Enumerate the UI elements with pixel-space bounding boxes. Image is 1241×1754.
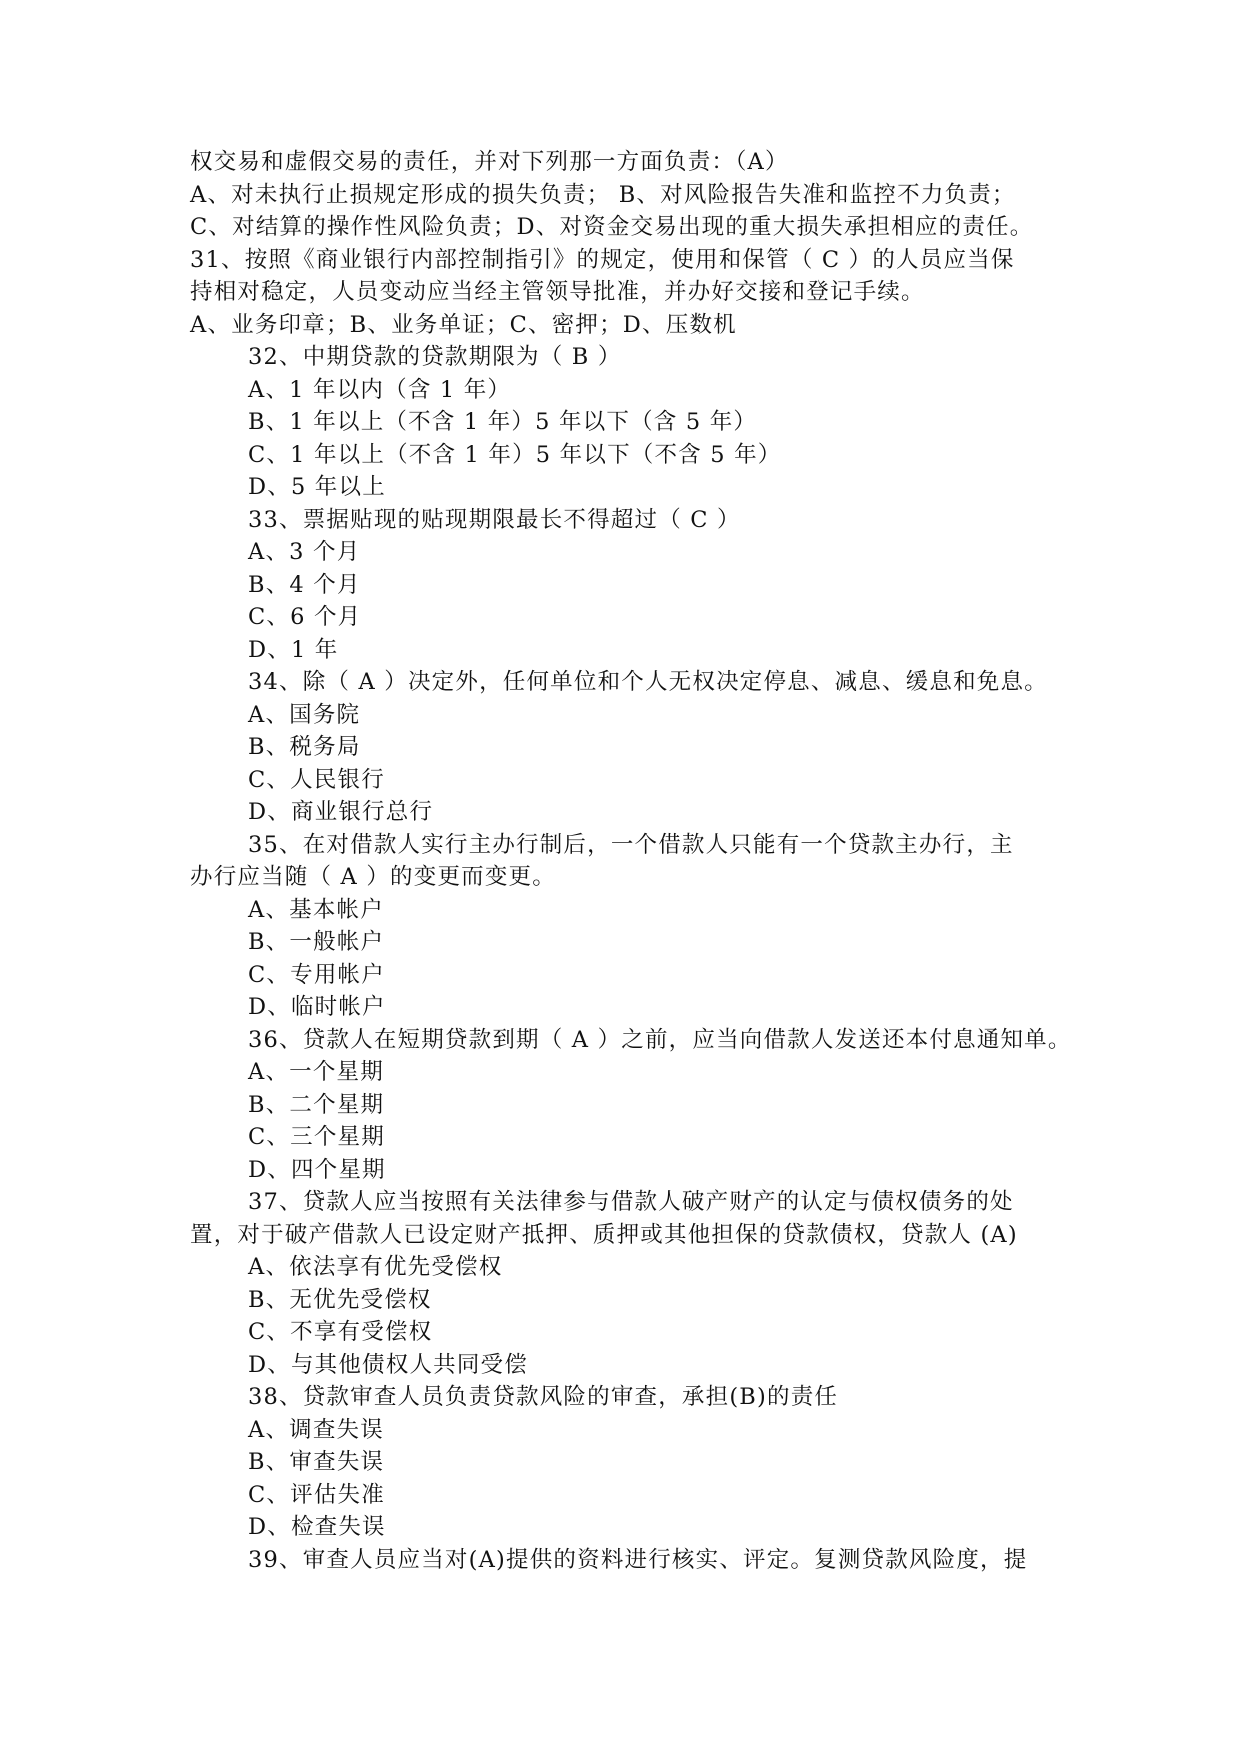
options-31: A、业务印章；B、业务单证；C、密押；D、压数机: [190, 311, 737, 338]
question-39: 39、审查人员应当对(A)提供的资料进行核实、评定。复测贷款风险度，提: [248, 1546, 1028, 1573]
option-line: B、审查失误: [248, 1449, 385, 1475]
option-line: A、国务院: [248, 701, 361, 728]
option-line: D、商业银行总行: [248, 799, 434, 825]
option-line: C、评估失准: [248, 1481, 385, 1508]
option-line: D、临时帐户: [248, 994, 386, 1020]
option-line: A、一个星期: [248, 1059, 384, 1085]
text-line: A、对未执行止损规定形成的损失负责； B、对风险报告失准和监控不力负责；: [190, 181, 1016, 208]
question-35: 35、在对借款人实行主办行制后，一个借款人只能有一个贷款主办行，主: [248, 831, 1014, 858]
question-37: 37、贷款人应当按照有关法律参与借款人破产财产的认定与债权债务的处: [248, 1189, 1014, 1215]
option-line: D、检查失误: [248, 1514, 386, 1540]
option-line: C、6 个月: [248, 604, 362, 630]
option-line: A、调查失误: [248, 1416, 384, 1443]
option-line: C、人民银行: [248, 766, 385, 793]
option-line: A、基本帐户: [248, 896, 384, 923]
option-line: D、四个星期: [248, 1156, 386, 1183]
question-38: 38、贷款审查人员负责贷款风险的审查，承担(B)的责任: [248, 1384, 839, 1410]
option-line: A、3 个月: [248, 539, 361, 565]
question-34: 34、除（ A ）决定外，任何单位和个人无权决定停息、减息、缓息和免息。: [248, 669, 1048, 695]
option-line: B、1 年以上（不含 1 年）5 年以下（含 5 年）: [248, 409, 758, 435]
option-line: C、专用帐户: [248, 961, 385, 988]
option-line: A、1 年以内（含 1 年）: [248, 376, 512, 403]
option-line: B、二个星期: [248, 1091, 385, 1118]
option-line: C、不享有受偿权: [248, 1319, 433, 1345]
option-line: B、4 个月: [248, 571, 361, 598]
question-36: 36、贷款人在短期贷款到期（ A ）之前，应当向借款人发送还本付息通知单。: [248, 1026, 1072, 1053]
text-line: C、对结算的操作性风险负责；D、对资金交易出现的重大损失承担相应的责任。: [190, 214, 1034, 240]
option-line: D、与其他债权人共同受偿: [248, 1351, 528, 1378]
option-line: C、1 年以上（不含 1 年）5 年以下（不含 5 年）: [248, 441, 782, 468]
option-line: B、一般帐户: [248, 929, 385, 955]
text-line: 权交易和虚假交易的责任，并对下列那一方面负责：（A）: [190, 149, 789, 175]
document-body: [190, 146, 1072, 1576]
option-line: C、三个星期: [248, 1124, 385, 1150]
option-line: B、税务局: [248, 734, 361, 760]
option-line: A、依法享有优先受偿权: [248, 1254, 503, 1280]
option-line: D、5 年以上: [248, 474, 386, 500]
option-line: D、1 年: [248, 636, 339, 663]
question-31: 31、按照《商业银行内部控制指引》的规定，使用和保管（ C ）的人员应当保: [190, 246, 1015, 273]
text-line: 持相对稳定，人员变动应当经主管领导批准，并办好交接和登记手续。: [190, 279, 925, 305]
text-line: 置，对于破产借款人已设定财产抵押、质押或其他担保的贷款债权，贷款人 (A): [190, 1221, 1018, 1248]
question-33: 33、票据贴现的贴现期限最长不得超过（ C ）: [248, 506, 741, 533]
question-32: 32、中期贷款的贷款期限为（ B ）: [248, 344, 622, 370]
option-line: B、无优先受偿权: [248, 1286, 432, 1313]
text-line: 办行应当随（ A ）的变更而变更。: [190, 864, 556, 890]
